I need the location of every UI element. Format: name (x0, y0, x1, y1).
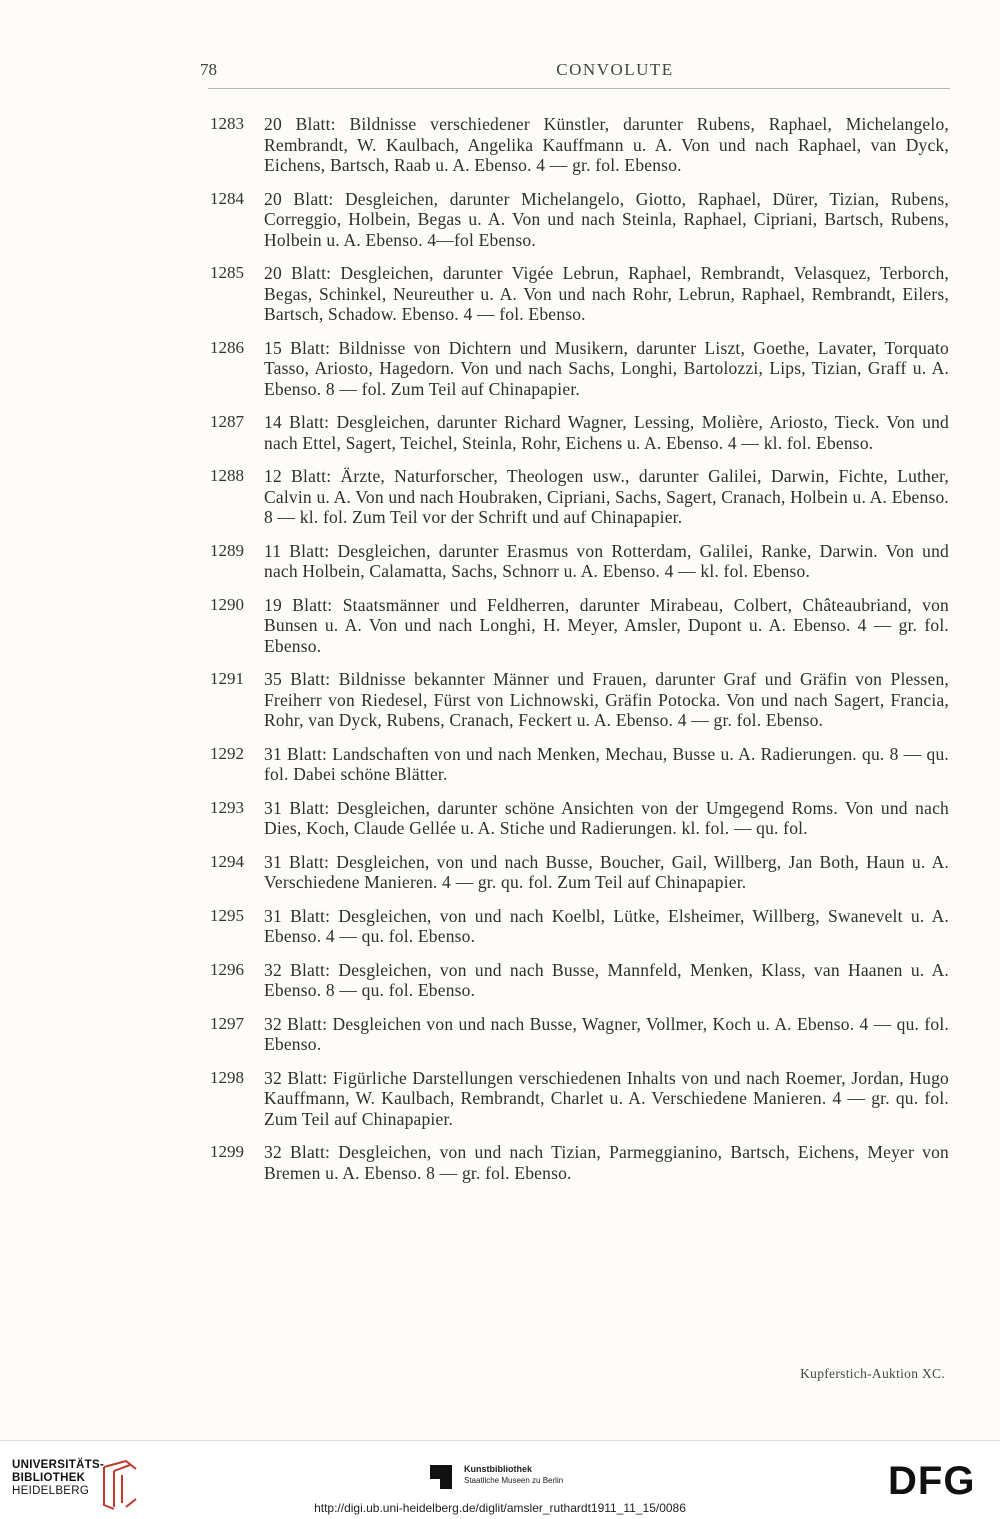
entry-number: 1293 (210, 797, 244, 817)
catalogue-entry (200, 1014, 960, 1055)
page-number: 78 (200, 60, 217, 79)
entry-number: 1297 (210, 1013, 244, 1033)
catalogue-entry (200, 114, 960, 176)
entry-number: 1291 (210, 669, 244, 688)
uni-line-2: BIBLIOTHEK (12, 1472, 86, 1484)
catalogue-entry (200, 338, 960, 400)
viewer-footer (0, 1440, 1000, 1519)
entry-number: 1290 (210, 594, 244, 614)
entry-number: 1295 (210, 905, 244, 925)
entry-text: 31 Blatt: Desgleichen, von und nach Busse, Boucher, Gail, Willberg, Jan Both, Haun u. A. Verschiedene Manieren. 4 — gr. qu. fol. Zum Teil auf Chinapapier. (264, 851, 949, 892)
catalogue-entry (200, 263, 960, 325)
entry-number: 1294 (210, 851, 244, 871)
page-url[interactable]: http://digi.ub.uni-heidelberg.de/diglit/amsler_ruthardt1911_11_15/0086 (314, 1501, 686, 1515)
entry-number: 1286 (210, 337, 244, 357)
catalogue-entry (200, 412, 960, 453)
catalogue-entry (200, 541, 960, 582)
entry-number: 1299 (210, 1142, 244, 1161)
entry-number: 1287 (210, 412, 244, 431)
entry-text: 35 Blatt: Bildnisse bekannter Männer und Frauen, darunter Graf und Gräfin von Plessen, Freiherr von Riedesel, Fürst von Lichnowski, Gräfin Potocka. Von und nach Sagert, Francia, Rohr, van Dyck, Rubens, Cranach, Feckert u. A. Ebenso. 4 — gr. fol. Ebenso. (264, 669, 949, 730)
catalogue-entry (200, 960, 960, 1001)
entry-number: 1288 (210, 466, 244, 485)
entry-text: 20 Blatt: Desgleichen, darunter Michelangelo, Giotto, Raphael, Dürer, Tizian, Rubens, Correggio, Holbein, Begas u. A. Von und nach Steinla, Raphael, Cipriani, Bartsch, Rubens, Holbein u. A. Ebenso. 4—fol Ebenso. (264, 188, 949, 250)
entry-text: 31 Blatt: Desgleichen, von und nach Koelbl, Lütke, Elsheimer, Willberg, Swanevelt u. A. Ebenso. 4 — qu. fol. Ebenso. (264, 905, 949, 946)
catalogue-entry (200, 189, 960, 251)
catalogue-entry (200, 466, 960, 528)
kb-name: Kunstbibliothek (464, 1464, 532, 1474)
header-rule (208, 88, 950, 89)
catalogue-entry (200, 852, 960, 893)
kunstbibliothek-logo[interactable] (428, 1461, 628, 1501)
uni-line-3: HEIDELBERG (12, 1485, 90, 1497)
entry-text: 32 Blatt: Figürliche Darstellungen verschiedenen Inhalts von und nach Roemer, Jordan, Hugo Kauffmann, W. Kaulbach, Rembrandt, Charlet u. A. Verschiedene Manieren. 4 — gr. qu. fol. Zum Teil auf Chinapapier. (264, 1067, 949, 1129)
catalogue-entry (200, 669, 960, 731)
catalogue-entry (200, 798, 960, 839)
entry-text: 12 Blatt: Ärzte, Naturforscher, Theologen usw., darunter Galilei, Darwin, Fichte, Luther, Calvin u. A. Von und nach Houbraken, Cipriani, Sachs, Sagert, Cranach, Holbein u. A. Ebenso. 8 — kl. fol. Zum Teil vor der Schrift und auf Chinapapier. (264, 466, 949, 527)
footer-note: Kupferstich-Auktion XC. (800, 1366, 945, 1381)
university-library-name (12, 1459, 104, 1498)
entry-text: 32 Blatt: Desgleichen, von und nach Tizian, Parmeggianino, Bartsch, Eichens, Meyer von Bremen u. A. Ebenso. 8 — gr. fol. Ebenso. (264, 1142, 949, 1183)
entry-text: 32 Blatt: Desgleichen von und nach Busse, Wagner, Vollmer, Koch u. A. Ebenso. 4 — qu. fol. Ebenso. (264, 1013, 949, 1054)
entry-number: 1285 (210, 263, 244, 282)
entry-number: 1283 (210, 114, 244, 133)
entry-text: 14 Blatt: Desgleichen, darunter Richard Wagner, Lessing, Molière, Ariosto, Tieck. Von und nach Ettel, Sagert, Teichel, Steinla, Rohr, Eichens u. A. Ebenso. 4 — kl. fol. Ebenso. (264, 412, 949, 453)
catalogue-entry (200, 1142, 960, 1183)
entry-number: 1289 (210, 540, 244, 560)
catalogue-entries (200, 114, 960, 1196)
entry-number: 1296 (210, 959, 244, 979)
entry-text: 32 Blatt: Desgleichen, von und nach Busse, Mannfeld, Menken, Klass, van Haanen u. A. Ebenso. 8 — qu. fol. Ebenso. (264, 959, 949, 1000)
page-header (200, 60, 950, 84)
catalogue-entry (200, 1068, 960, 1130)
kunstbibliothek-emblem-icon (428, 1461, 458, 1491)
dfg-logo[interactable]: DFG (888, 1459, 976, 1503)
uni-line-1: UNIVERSITÄTS- (12, 1459, 105, 1471)
entry-text: 19 Blatt: Staatsmänner und Feldherren, darunter Mirabeau, Colbert, Châteaubriand, von Bunsen u. A. Von und nach Longhi, H. Meyer, Amsler, Dupont u. A. Ebenso. 4 — gr. fol. Ebenso. (264, 594, 949, 656)
kb-subtitle: Staatliche Museen zu Berlin (464, 1476, 564, 1485)
entry-number: 1292 (210, 743, 244, 763)
entry-text: 11 Blatt: Desgleichen, darunter Erasmus von Rotterdam, Galilei, Ranke, Darwin. Von und nach Holbein, Calamatta, Sachs, Schnorr u. A. Ebenso. 4 — kl. fol. Ebenso. (264, 540, 949, 581)
entry-text: 20 Blatt: Bildnisse verschiedener Künstler, darunter Rubens, Raphael, Michelangelo, Rembrandt, W. Kaulbach, Angelika Kauffmann u. A. Von und nach Raphael, van Dyck, Eichens, Bartsch, Raab u. A. Ebenso. 4 — gr. fol. Ebenso. (264, 114, 949, 175)
entry-text: 31 Blatt: Desgleichen, darunter schöne Ansichten von der Umgegend Roms. Von und nach Dies, Koch, Claude Gellée u. A. Stiche und Radierungen. kl. fol. — qu. fol. (264, 797, 949, 838)
running-title: CONVOLUTE (556, 60, 674, 79)
kunstbibliothek-text (464, 1463, 563, 1487)
entry-text: 15 Blatt: Bildnisse von Dichtern und Musikern, darunter Liszt, Goethe, Lavater, Torquato Tasso, Ariosto, Hagedorn. Von und nach Sachs, Longhi, Bartolozzi, Lips, Tizian, Graff u. A. Ebenso. 8 — fol. Zum Teil auf Chinapapier. (264, 337, 949, 399)
entry-number: 1284 (210, 188, 244, 208)
catalogue-entry (200, 744, 960, 785)
catalogue-entry (200, 906, 960, 947)
entry-text: 31 Blatt: Landschaften von und nach Menken, Mechau, Busse u. A. Radierungen. qu. 8 — qu. fol. Dabei schöne Blätter. (264, 743, 949, 784)
entry-number: 1298 (210, 1067, 244, 1087)
catalogue-entry (200, 595, 960, 657)
entry-text: 20 Blatt: Desgleichen, darunter Vigée Lebrun, Raphael, Rembrandt, Velasquez, Terborch, Begas, Schinkel, Neureuther u. A. Von und nach Rohr, Lebrun, Raphael, Rembrandt, Eilers, Bartsch, Schadow. Ebenso. 4 — fol. Ebenso. (264, 263, 949, 324)
